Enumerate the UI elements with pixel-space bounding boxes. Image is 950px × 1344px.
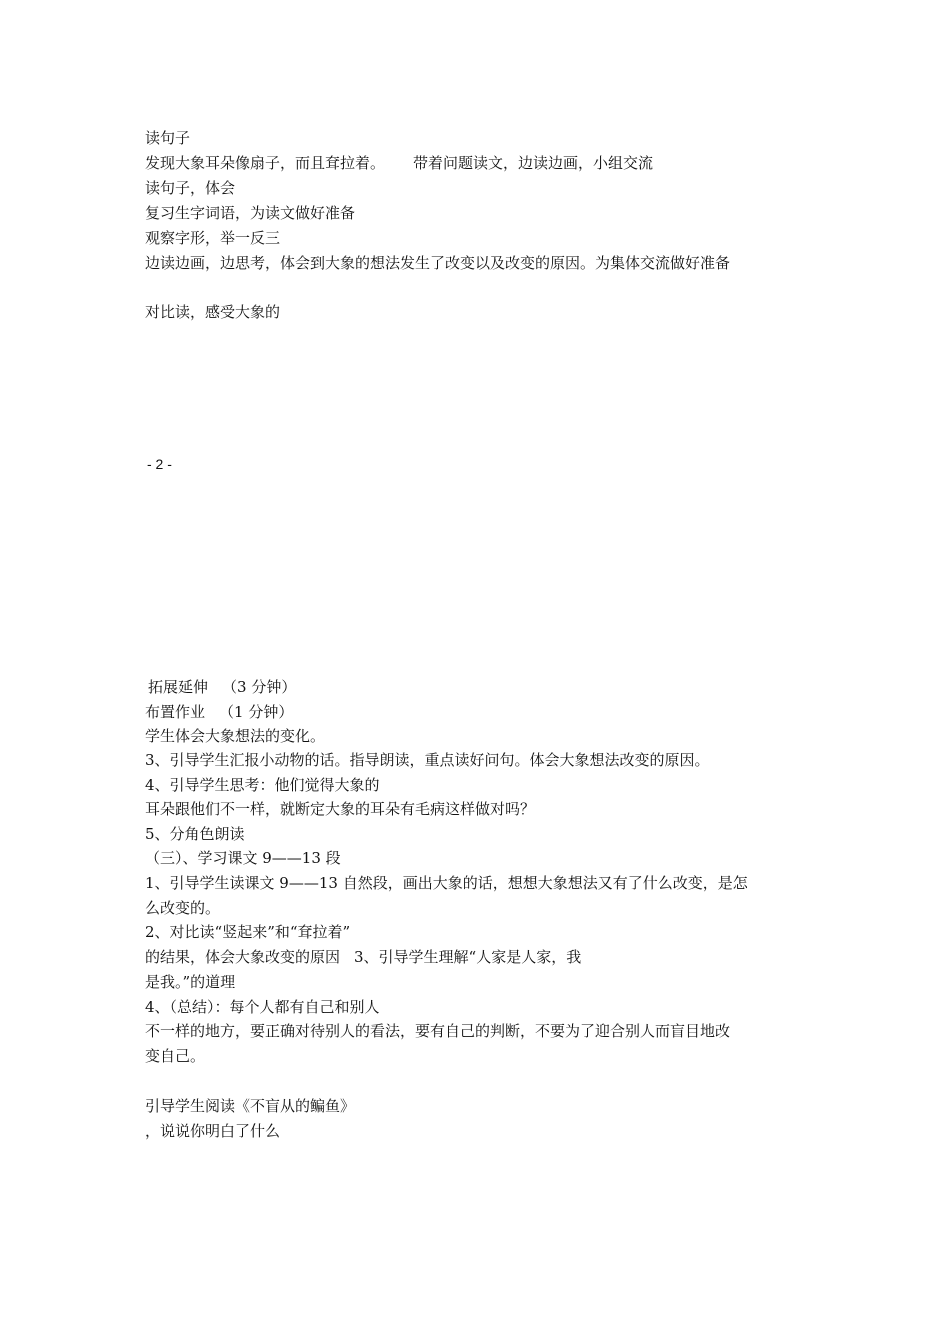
text-segment: 布置作业 [145, 703, 206, 721]
text-line: 么改变的。 [145, 899, 221, 917]
text-line: 读句子，体会 [145, 179, 236, 197]
text-line: 读句子 [145, 129, 191, 147]
text-line: 是我。”的道理 [145, 973, 236, 991]
text-line: ，说说你明白了什么 [145, 1122, 281, 1140]
text-line: 边读边画，边思考，体会到大象的想法发生了改变以及改变的原因。为集体交流做好准备 [145, 254, 731, 272]
text-line: 变自己。 [145, 1047, 206, 1065]
text-line: 4、（总结）：每个人都有自己和别人 [145, 998, 380, 1016]
text-line: （三）、学习课文 9——13 段 [145, 849, 341, 867]
text-segment: 的结果，体会大象改变的原因 [145, 948, 341, 966]
text-line: 3、引导学生汇报小动物的话。指导朗读，重点读好问句。体会大象想法改变的原因。 [145, 751, 710, 769]
text-segment: 拓展延伸 [148, 678, 209, 696]
text-line [148, 675, 296, 699]
text-line: 对比读，感受大象的 [145, 303, 281, 321]
text-line: 不一样的地方，要正确对待别人的看法，要有自己的判断，不要为了迎合别人而盲目地改 [145, 1022, 731, 1040]
text-line: 复习生字词语，为读文做好准备 [145, 204, 356, 222]
text-line: 学生体会大象想法的变化。 [145, 727, 326, 745]
text-line: 5、分角色朗读 [145, 825, 245, 843]
text-line: 耳朵跟他们不一样，就断定大象的耳朵有毛病这样做对吗？ [145, 800, 536, 818]
text-line: 观察字形，举一反三 [145, 229, 281, 247]
text-line: 1、引导学生读课文 9——13 自然段，画出大象的话，想想大象想法又有了什么改变，是怎 [145, 874, 748, 892]
text-segment: 发现大象耳朵像扇子，而且耷拉着。 [145, 154, 386, 172]
text-line [145, 700, 293, 724]
page-number: - 2 - [147, 456, 172, 472]
text-segment: 带着问题读文，边读边画，小组交流 [413, 154, 654, 172]
text-line: 2、对比读“竖起来”和“耷拉着” [145, 923, 351, 941]
text-line [145, 945, 581, 969]
text-line: 引导学生阅读《不盲从的鳊鱼》 [145, 1097, 356, 1115]
text-line: 4、引导学生思考：他们觉得大象的 [145, 776, 380, 794]
text-line [145, 151, 653, 175]
text-segment: 3、引导学生理解“人家是人家，我 [354, 948, 582, 966]
text-segment: （3 分钟） [222, 678, 297, 696]
text-segment: （1 分钟） [219, 703, 294, 721]
